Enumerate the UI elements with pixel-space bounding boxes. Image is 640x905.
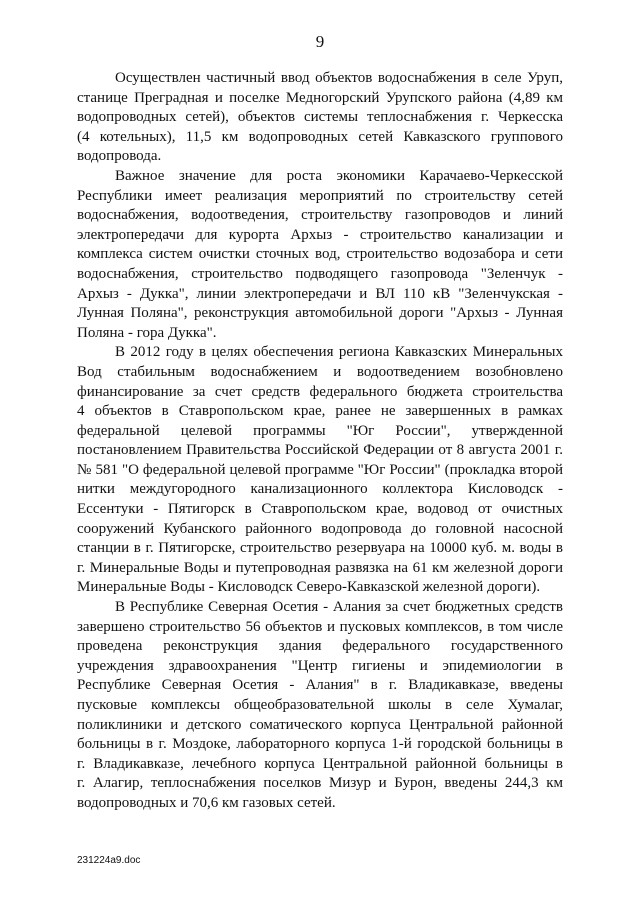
text-line: 4 объектов в Ставропольском крае, ранее не завершенных в рамках: [77, 403, 563, 420]
text-line: г. Алагир, теплоснабжения поселков Мизур и Бурон, введены 244,3 км: [77, 775, 563, 792]
text-line: завершено строительство 56 объектов и пусковых комплексов, в том числе: [77, 618, 563, 635]
text-line: поликлиники и детского соматического корпуса Центральной районной: [77, 716, 563, 733]
text-line: В Республике Северная Осетия - Алания за счет бюджетных средств: [115, 599, 563, 616]
text-line: Ессентуки - Пятигорск в Ставропольском крае, водовод от очистных: [77, 501, 563, 518]
text-line: водопроводных и 70,6 км газовых сетей.: [77, 794, 336, 811]
text-line: Вод стабильным водоснабжением и водоотведением возобновлено: [77, 363, 563, 380]
text-line: Республики имеет реализация мероприятий по строительству сетей: [77, 187, 563, 204]
paragraph: [77, 69, 563, 167]
text-line: № 581 "О федеральной целевой программе "Юг России" (прокладка второй: [77, 461, 563, 478]
text-line: Архыз - Дукка", линии электропередачи и ВЛ 110 кВ "Зеленчукская -: [77, 285, 563, 302]
text-line: комплекса систем очистки сточных вод, строительство водозабора и сети: [77, 246, 563, 263]
text-line: г. Минеральные Воды и путепроводная развязка на 61 км железной дороги: [77, 559, 563, 576]
text-line: учреждения здравоохранения "Центр гигиены и эпидемиологии в: [77, 657, 563, 674]
paragraph: [77, 167, 563, 343]
document-body: [77, 69, 563, 814]
text-line: водопровода.: [77, 148, 162, 165]
paragraph: [77, 598, 563, 814]
text-line: пусковые комплексы общеобразовательной школы в селе Хумалаг,: [77, 697, 563, 713]
page-number: 9: [315, 32, 325, 51]
text-line: (4 котельных), 11,5 км водопроводных сетей Кавказского группового: [77, 128, 563, 145]
text-line: Минеральные Воды - Кисловодск Северо-Кавказской железной дороги).: [77, 579, 541, 596]
text-line: федеральной целевой программы "Юг России", утвержденной: [77, 422, 563, 439]
footer-file-code: 231224a9.doc: [77, 855, 141, 866]
text-line: электропередачи для курорта Архыз - строительство канализации и: [77, 226, 563, 243]
text-line: Лунная Поляна", реконструкция автомобильной дороги "Архыз - Лунная: [77, 305, 563, 322]
paragraph: [77, 343, 563, 598]
text-line: проведена реконструкция здания федерального государственного: [77, 638, 563, 655]
text-line: нитки междугородного канализационного коллектора Кисловодск -: [77, 481, 563, 498]
text-line: постановлением Правительства Российской Федерации от 8 августа 2001 г.: [77, 442, 563, 459]
text-line: В 2012 году в целях обеспечения региона Кавказских Минеральных: [115, 344, 563, 361]
text-line: водопроводных сетей), объектов системы теплоснабжения г. Черкесска: [77, 109, 563, 126]
text-line: станице Преградная и поселке Медногорский Урупского района (4,89 км: [77, 89, 563, 106]
text-line: больницы в г. Моздоке, лабораторного корпуса 1-й городской больницы в: [77, 736, 563, 753]
text-line: сооружений Кубанского районного водопровода до головной насосной: [77, 520, 563, 537]
text-line: водоснабжения, строительство подводящего газопровода "Зеленчук -: [77, 265, 563, 282]
text-line: водоснабжения, водоотведения, строительству газопроводов и линий: [77, 207, 563, 224]
text-line: финансирование за счет средств федерального бюджета строительства: [77, 383, 563, 400]
text-line: Осуществлен частичный ввод объектов водоснабжения в селе Уруп,: [115, 70, 563, 86]
text-line: Республике Северная Осетия - Алания" в г. Владикавказе, введены: [77, 677, 563, 694]
text-line: г. Владикавказе, лечебного корпуса Центральной районной больницы в: [77, 755, 563, 772]
text-line: Поляна - гора Дукка".: [77, 324, 217, 341]
text-line: станции в г. Пятигорске, строительство резервуара на 10000 куб. м. воды в: [77, 540, 563, 557]
text-line: Важное значение для роста экономики Карачаево-Черкесской: [115, 167, 563, 184]
